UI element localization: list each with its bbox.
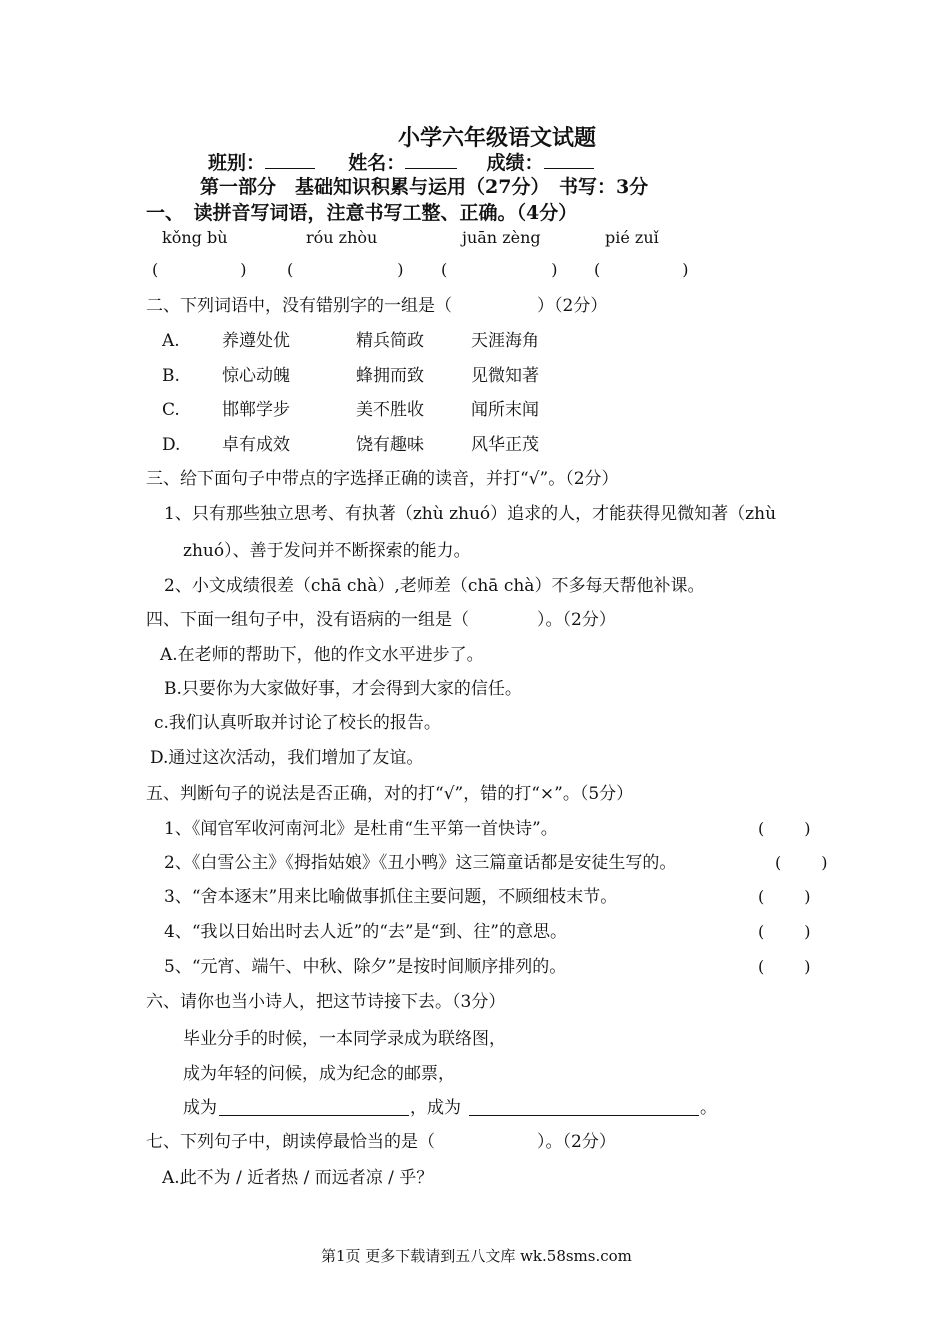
q5-item-2: 2、《白雪公主》《拇指姑娘》《丑小鸭》这三篇童话都是安徒生写的。 [164, 853, 677, 873]
part-one-heading: 第一部分 基础知识积累与运用（27分） 书写：3分 [200, 176, 649, 198]
class-blank[interactable] [265, 150, 315, 169]
q4-option-c: c.我们认真听取并讨论了校长的报告。 [154, 713, 441, 733]
q5-item-3: 3、“舍本逐末”用来比喻做事抓住主要问题，不顾细枝末节。 [164, 887, 618, 907]
q1-pinyin-3: juān zèng [462, 228, 541, 247]
q2-option-c-label: C. [162, 400, 180, 420]
q2-option-c-word-3: 闻所末闻 [471, 400, 539, 420]
q2-option-d-word-2: 饶有趣味 [356, 435, 424, 455]
page-footer: 第1页 更多下载请到五八文库 wk.58sms.com [321, 1247, 632, 1265]
q3-sentence-1-cont: zhuó）、善于发问并不断探索的能力。 [183, 541, 471, 561]
q2-option-b-label: B. [162, 366, 180, 386]
q6-poem-line-3-start: 成为 [183, 1098, 217, 1118]
q5-item-5: 5、“元宵、端午、中秋、除夕”是按时间顺序排列的。 [164, 957, 567, 977]
q6-poem-line-3-end: 。 [700, 1098, 717, 1118]
q2-option-a-word-2: 精兵简政 [356, 331, 424, 351]
q5-answer-2[interactable]: ( ) [775, 853, 828, 872]
q4-option-d: D.通过这次活动，我们增加了友谊。 [150, 748, 424, 768]
q2-option-a-word-1: 养遵处优 [222, 331, 290, 351]
score-label: 成绩： [486, 152, 544, 174]
q2-option-d-word-1: 卓有成效 [222, 435, 290, 455]
q1-pinyin-2: róu zhòu [306, 228, 378, 247]
q1-pinyin-1: kǒng bù [162, 228, 228, 247]
q7-option-a: A.此不为 / 近者热 / 而远者凉 / 乎？ [162, 1168, 434, 1188]
q3-sentence-1: 1、只有那些独立思考、有执著（zhù zhuó）追求的人，才能获得见微知著（zhù [164, 504, 777, 524]
q2-option-c-word-1: 邯郸学步 [222, 400, 290, 420]
score-blank[interactable] [544, 150, 594, 169]
q5-item-4: 4、“我以日始出时去人近”的“去”是“到、往”的意思。 [164, 922, 567, 942]
q1-pinyin-4: pié zuǐ [605, 228, 659, 247]
q1-answer-box-2[interactable]: ( ) [287, 260, 404, 279]
q6-answer-blank-2[interactable] [469, 1099, 699, 1116]
q5-answer-4[interactable]: ( ) [758, 922, 811, 941]
q6-poem-line-2: 成为年轻的问候，成为纪念的邮票， [183, 1064, 455, 1084]
q2-option-b-word-1: 惊心动魄 [222, 366, 290, 386]
q6-poem-line-3-mid: ，成为 [410, 1098, 461, 1118]
q2-option-a-label: A. [162, 331, 180, 351]
student-info-row [208, 150, 594, 175]
q5-answer-1[interactable]: ( ) [758, 819, 811, 838]
q6-answer-blank-1[interactable] [219, 1099, 409, 1116]
q4-option-a: A.在老师的帮助下，他的作文水平进步了。 [160, 645, 484, 665]
name-blank[interactable] [405, 150, 457, 169]
q1-heading: 一、 读拼音写词语，注意书写工整、正确。（4分） [146, 202, 578, 224]
q5-heading: 五、判断句子的说法是否正确，对的打“√”，错的打“×”。（5分） [146, 784, 634, 804]
q1-answer-box-3[interactable]: ( ) [441, 260, 558, 279]
q2-option-c-word-2: 美不胜收 [356, 400, 424, 420]
q6-heading: 六、请你也当小诗人，把这节诗接下去。（3分） [146, 992, 506, 1012]
q4-option-b: B.只要你为大家做好事，才会得到大家的信任。 [164, 679, 522, 699]
q4-heading: 四、下面一组句子中，没有语病的一组是（ ）。（2分） [146, 610, 616, 630]
q5-item-1: 1、《闻官军收河南河北》是杜甫“生平第一首快诗”。 [164, 819, 558, 839]
q5-answer-5[interactable]: ( ) [758, 957, 811, 976]
q1-answer-box-4[interactable]: ( ) [594, 260, 689, 279]
q7-heading: 七、下列句子中，朗读停最恰当的是（ ）。（2分） [146, 1132, 616, 1152]
q2-option-a-word-3: 天涯海角 [471, 331, 539, 351]
name-label: 姓名： [348, 152, 406, 174]
q2-option-b-word-2: 蜂拥而致 [356, 366, 424, 386]
q6-poem-line-1: 毕业分手的时候，一本同学录成为联络图， [183, 1029, 506, 1049]
page-title: 小学六年级语文试题 [398, 125, 597, 151]
q3-sentence-2: 2、小文成绩很差（chā chà）,老师差（chā chà）不多每天帮他补课。 [164, 576, 705, 596]
q2-option-d-label: D. [162, 435, 181, 455]
q1-answer-box-1[interactable]: ( ) [152, 260, 247, 279]
q2-heading: 二、下列词语中，没有错别字的一组是（ ）（2分） [146, 296, 608, 316]
q3-heading: 三、给下面句子中带点的字选择正确的读音，并打“√”。（2分） [146, 469, 619, 489]
class-label: 班别： [208, 152, 266, 174]
q2-option-b-word-3: 见微知著 [471, 366, 539, 386]
q2-option-d-word-3: 风华正茂 [471, 435, 539, 455]
q5-answer-3[interactable]: ( ) [758, 887, 811, 906]
